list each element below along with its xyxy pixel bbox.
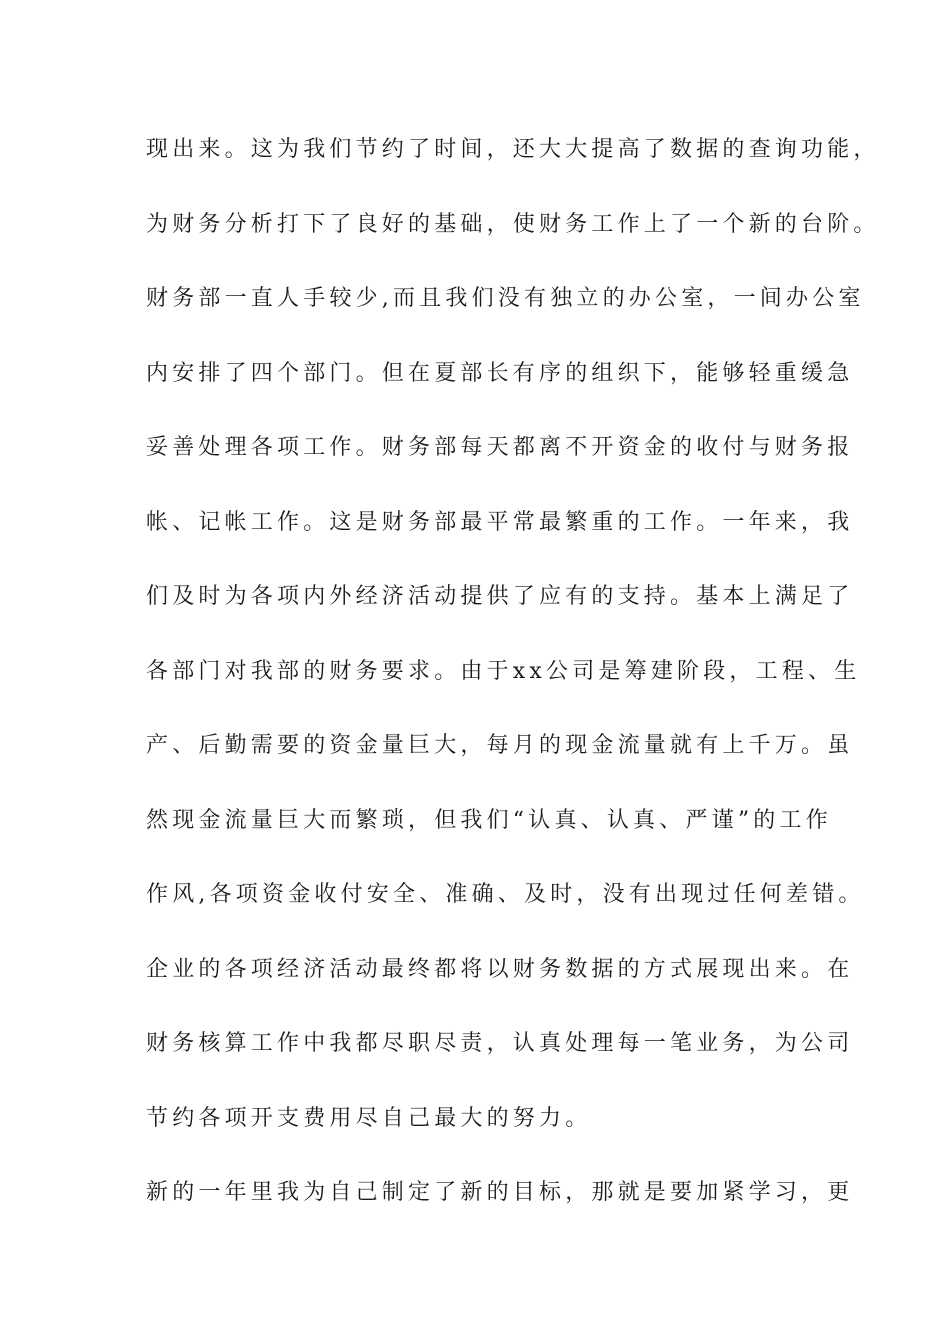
text-line-12: 企业的各项经济活动最终都将以财务数据的方式展现出来。在 xyxy=(146,956,854,982)
text-line-13: 财务核算工作中我都尽职尽责，认真处理每一笔业务，为公司 xyxy=(146,1031,854,1056)
text-line-10: 然现金流量巨大而繁琐，但我们“认真、认真、严谨”的工作 xyxy=(146,807,832,833)
body-text xyxy=(146,131,880,1249)
text-line-15: 新的一年里我为自己制定了新的目标，那就是要加紧学习，更 xyxy=(146,1180,854,1205)
text-line-8: 各部门对我部的财务要求。由于xx公司是筹建阶段，工程、生 xyxy=(146,658,861,684)
text-line-7: 们及时为各项内外经济活动提供了应有的支持。基本上满足了 xyxy=(146,584,854,609)
text-line-9: 产、后勤需要的资金量巨大，每月的现金流量就有上千万。虽 xyxy=(146,733,854,758)
text-line-3: 财务部一直人手较少,而且我们没有独立的办公室，一间办公室 xyxy=(146,286,865,311)
text-line-6: 帐、记帐工作。这是财务部最平常最繁重的工作。一年来，我 xyxy=(146,509,854,535)
text-line-5: 妥善处理各项工作。财务部每天都离不开资金的收付与财务报 xyxy=(146,435,854,460)
text-line-14: 节约各项开支费用尽自己最大的努力。 xyxy=(146,1105,592,1131)
text-line-11: 作风,各项资金收付安全、准确、及时，没有出现过任何差错。 xyxy=(146,882,865,907)
text-line-2: 为财务分析打下了良好的基础，使财务工作上了一个新的台阶。 xyxy=(146,211,880,237)
text-line-4: 内安排了四个部门。但在夏部长有序的组织下，能够轻重缓急 xyxy=(146,360,854,386)
text-line-1: 现出来。这为我们节约了时间，还大大提高了数据的查询功能， xyxy=(146,137,880,162)
